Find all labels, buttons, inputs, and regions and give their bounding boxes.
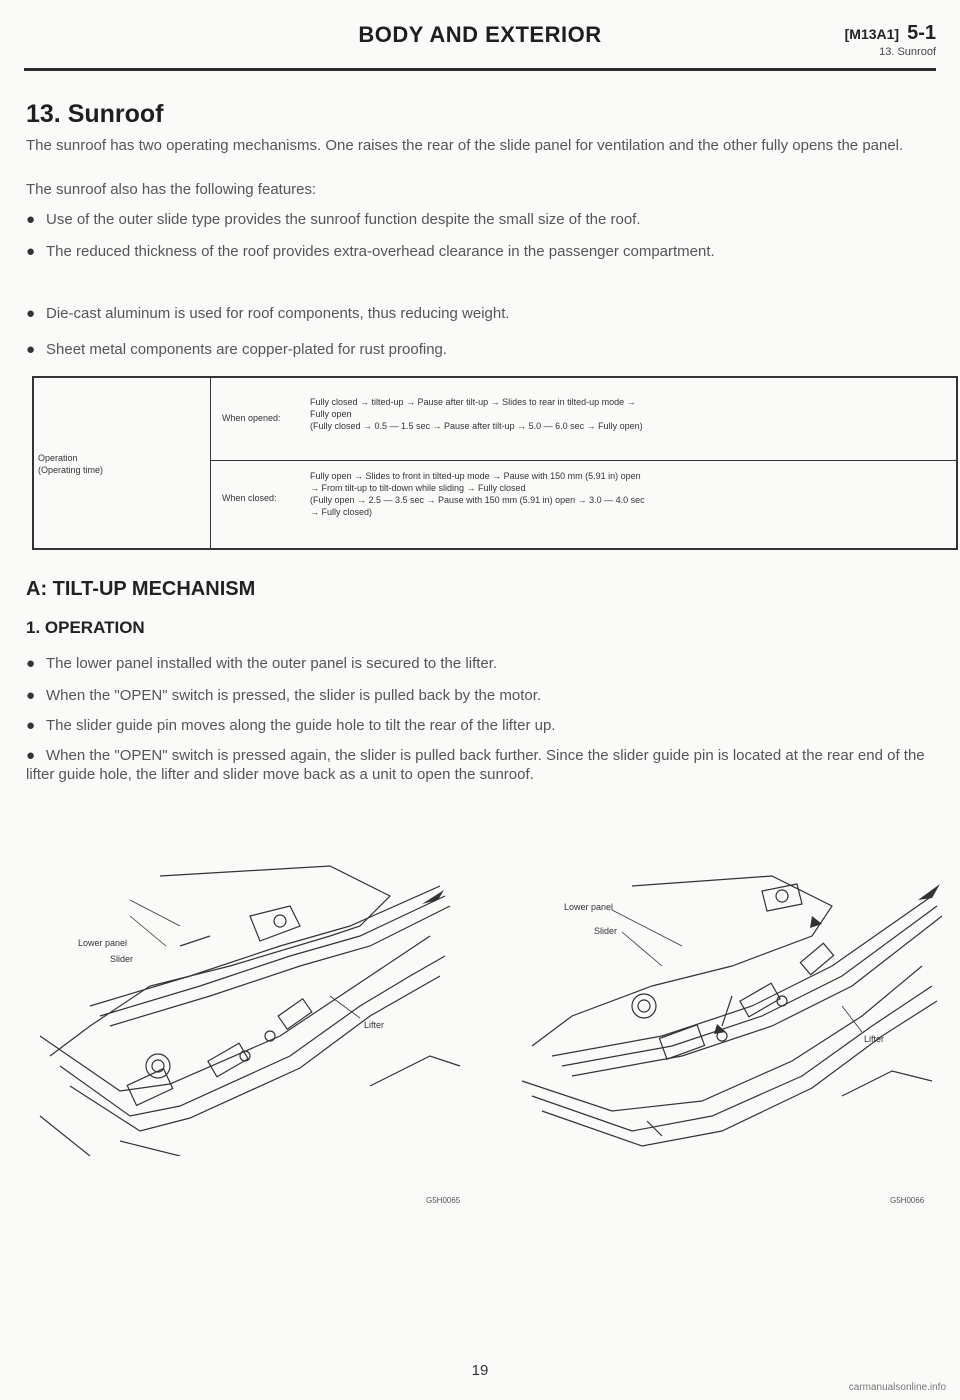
closed-label: When closed:: [222, 493, 277, 503]
feature-text: The reduced thickness of the roof provides extra-overhead clearance in the passenger compartment.: [46, 243, 715, 260]
opened-line: Fully closed → tilted-up → Pause after tilt-up → Slides to rear in tilted-up mode →: [310, 397, 636, 407]
table-divider: [210, 460, 956, 461]
bullet-icon: ●: [26, 211, 36, 228]
bullet-icon: ●: [26, 747, 36, 764]
closed-description: [310, 470, 950, 518]
subsection-title: A: TILT-UP MECHANISM: [26, 578, 256, 600]
operation-heading: 1. OPERATION: [26, 618, 145, 637]
page-number: 19: [471, 1362, 489, 1379]
features-intro: The sunroof also has the following features:: [26, 181, 317, 198]
manual-code: [M13A1]: [844, 26, 900, 42]
operation-bullet: [26, 654, 938, 673]
tilt-up-figure-right: [512, 856, 952, 1156]
closed-line: (Fully open → 2.5 — 3.5 sec → Pause with 150 mm (5.91 in) open → 3.0 — 4.0 sec: [310, 495, 645, 505]
header-section-ref: 13. Sunroof: [879, 46, 936, 58]
operation-bullet: [26, 746, 938, 784]
tilt-up-figure-left: [30, 856, 470, 1156]
intro-paragraph: The sunroof has two operating mechanisms. One raises the rear of the slide panel for ventilation and the other fully opens the panel.: [26, 137, 904, 154]
opened-description: [310, 396, 950, 432]
sunroof-mechanism-illustration: [512, 856, 952, 1156]
bullet-icon: ●: [26, 717, 36, 734]
bullet-icon: ●: [26, 243, 36, 260]
feature-bullet: [26, 304, 938, 323]
feature-text: Die-cast aluminum is used for roof components, thus reducing weight.: [46, 305, 510, 322]
page-ref: 5-1: [907, 22, 936, 44]
figure-code: G5H0065: [426, 1196, 461, 1205]
operation-text: When the "OPEN" switch is pressed again, the slider is pulled back further. Since the slider guide pin is located at the rear end of the lifter guide hole, the lifter and slider move back as a unit to open the sunroof.: [26, 747, 925, 783]
feature-text: Use of the outer slide type provides the sunroof function despite the small size of the roof.: [46, 211, 641, 228]
label-lifter: Lifter: [364, 1020, 385, 1030]
operation-text: When the "OPEN" switch is pressed, the slider is pulled back by the motor.: [46, 687, 542, 704]
closed-line: → From tilt-up to tilt-down while sliding → Fully closed: [310, 483, 526, 493]
label-lower-panel: Lower panel: [564, 902, 614, 912]
operation-bullet: [26, 686, 938, 705]
label-slider: Slider: [110, 954, 134, 964]
operation-text: The slider guide pin moves along the guide hole to tilt the rear of the lifter up.: [46, 717, 556, 734]
bullet-icon: ●: [26, 305, 36, 322]
header-rule: [24, 68, 936, 71]
sunroof-mechanism-illustration: [30, 856, 470, 1156]
opened-line: (Fully closed → 0.5 — 1.5 sec → Pause after tilt-up → 5.0 — 6.0 sec → Fully open): [310, 421, 643, 431]
feature-bullet: [26, 210, 938, 229]
bullet-icon: ●: [26, 341, 36, 358]
feature-bullet: [26, 242, 938, 261]
table-divider: [210, 378, 211, 548]
opened-line: Fully open: [310, 409, 352, 419]
footer-watermark: carmanualsonline.info: [848, 1382, 946, 1393]
bullet-icon: ●: [26, 655, 36, 672]
row-header-line: (Operating time): [38, 465, 104, 475]
header-title: BODY AND EXTERIOR: [358, 22, 602, 47]
table-row-header: [38, 452, 103, 476]
row-header-line: Operation: [38, 453, 78, 463]
operation-table: [32, 376, 958, 550]
header-code: [845, 22, 936, 45]
feature-text: Sheet metal components are copper-plated for rust proofing.: [46, 341, 448, 358]
bullet-icon: ●: [26, 687, 36, 704]
opened-label: When opened:: [222, 413, 281, 423]
closed-line: → Fully closed): [310, 507, 373, 517]
operation-bullet: [26, 716, 938, 735]
figure-code: G5H0066: [890, 1196, 925, 1205]
section-title: 13. Sunroof: [26, 100, 164, 128]
feature-bullet: [26, 340, 938, 359]
operation-text: The lower panel installed with the outer panel is secured to the lifter.: [46, 655, 498, 672]
label-lifter: Lifter: [864, 1034, 885, 1044]
label-slider: Slider: [594, 926, 618, 936]
label-lower-panel: Lower panel: [78, 938, 128, 948]
closed-line: Fully open → Slides to front in tilted-up mode → Pause with 150 mm (5.91 in) open: [310, 471, 641, 481]
